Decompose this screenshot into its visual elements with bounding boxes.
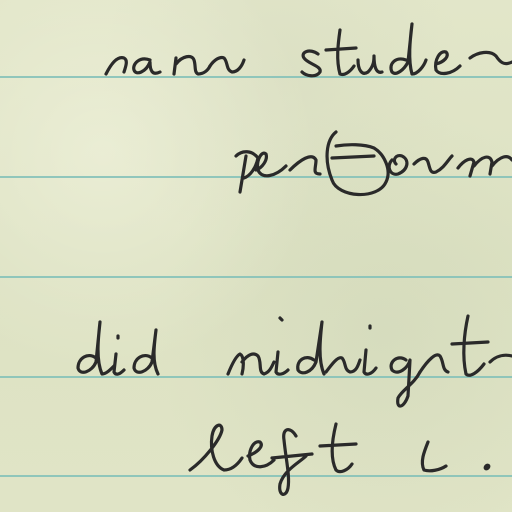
ink-line-1 (106, 24, 512, 76)
ink-line-2 (236, 132, 512, 195)
ink-line-4 (190, 424, 489, 494)
ink-line-3 (78, 316, 512, 406)
